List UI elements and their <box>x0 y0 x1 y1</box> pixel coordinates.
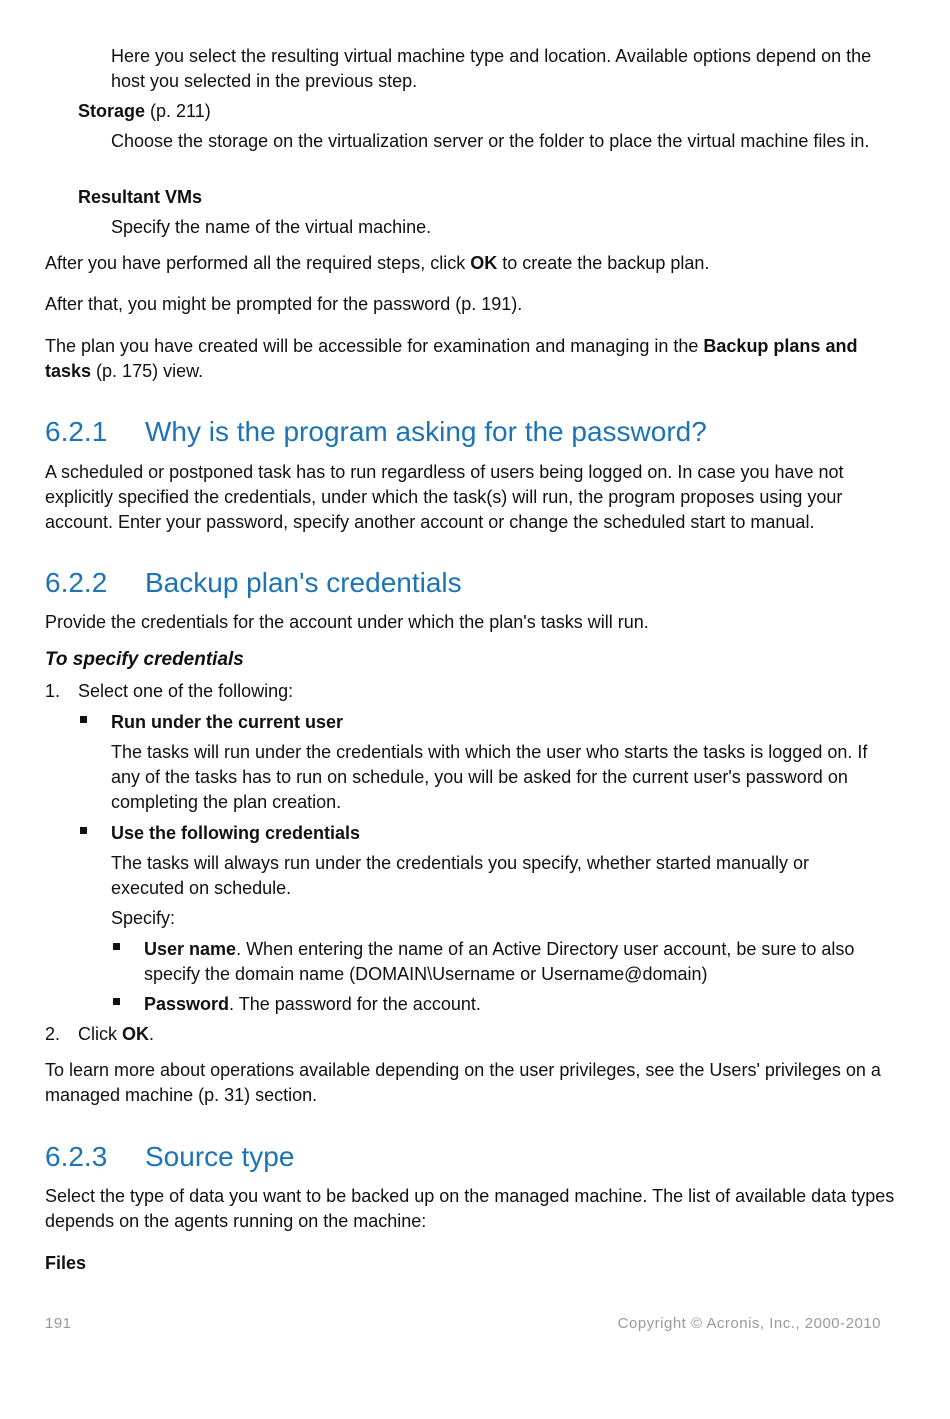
username-description: . When entering the name of an Active Directory user account, be sure to also specify the domain name (DOMAIN\Username or Username@domain) <box>144 939 855 984</box>
step-number: 1. <box>45 681 61 701</box>
bullet-square-icon <box>113 998 120 1005</box>
storage-page-ref[interactable]: (p. 211) <box>145 101 211 121</box>
section-number: 6.2.3 <box>45 1141 108 1172</box>
procedure-title: To specify credentials <box>45 649 244 670</box>
resultant-vms-label: Resultant VMs <box>78 187 203 207</box>
step-2-click: Click <box>78 1024 122 1044</box>
copyright-notice: Copyright © Acronis, Inc., 2000-2010 <box>617 1315 881 1332</box>
page-number: 191 <box>45 1315 72 1332</box>
section-6-2-2-body: Provide the credentials for the account under which the plan's tasks will run. <box>45 612 649 632</box>
ok-term: OK <box>122 1024 149 1044</box>
after-steps-text-end: to create the backup plan. <box>497 253 710 273</box>
storage-term <box>78 99 878 124</box>
password-description: . The password for the account. <box>229 994 481 1014</box>
step-1-text: Select one of the following: <box>78 681 294 701</box>
intro-paragraph: Here you select the resulting virtual machine type and location. Available options depend on the host you selected in the previous step. <box>111 46 872 91</box>
section-heading-6-2-3 <box>45 1140 905 1174</box>
section-title: Why is the program asking for the password? <box>145 416 707 447</box>
step-number: 2. <box>45 1024 61 1044</box>
option-following-credentials-title: Use the following credentials <box>111 823 361 843</box>
section-heading-6-2-2 <box>45 566 905 600</box>
learn-more-paragraph: To learn more about operations available depending on the user privileges, see the Users' privileges on a managed machine (p. 31) section. <box>45 1060 881 1105</box>
section-title: Backup plan's credentials <box>145 567 462 598</box>
storage-label: Storage <box>78 101 146 121</box>
plan-text-end: (p. 175) view. <box>91 361 204 381</box>
plan-paragraph <box>45 334 905 384</box>
step-2-period: . <box>149 1024 155 1044</box>
bullet-square-icon <box>80 716 87 723</box>
after-steps-text: After you have performed all the required steps, click <box>45 253 471 273</box>
bullet-square-icon <box>80 827 87 834</box>
backup-plans-term: Backup plans and tasks <box>45 336 858 381</box>
section-number: 6.2.2 <box>45 567 108 598</box>
option-following-credentials-description: The tasks will always run under the credentials you specify, whether started manually or executed on schedule. <box>111 853 809 898</box>
section-6-2-3-body: Select the type of data you want to be backed up on the managed machine. The list of available data types depends on the agents running on the machine: <box>45 1186 895 1231</box>
username-item <box>144 937 904 987</box>
option-current-user-title: Run under the current user <box>111 712 344 732</box>
files-term: Files <box>45 1253 87 1273</box>
specify-label: Specify: <box>111 908 176 928</box>
password-prompt-paragraph: After that, you might be prompted for the password (p. 191). <box>45 294 523 314</box>
section-heading-6-2-1 <box>45 415 905 449</box>
password-item <box>144 992 904 1017</box>
section-6-2-1-body: A scheduled or postponed task has to run regardless of users being logged on. In case you have not explicitly specified the credentials, under which the task(s) will run, the program proposes using your account. Enter your password, specify another account or change the scheduled start to manual. <box>45 462 844 532</box>
username-label: User name <box>144 939 237 959</box>
resultant-vms-term <box>78 185 878 210</box>
plan-text: The plan you have created will be accessible for examination and managing in the <box>45 336 704 356</box>
storage-description: Choose the storage on the virtualization server or the folder to place the virtual machine files in. <box>111 131 870 151</box>
password-label: Password <box>144 994 230 1014</box>
resultant-vms-description: Specify the name of the virtual machine. <box>111 217 432 237</box>
step-2-text <box>78 1022 878 1047</box>
section-title: Source type <box>145 1141 295 1172</box>
ok-term: OK <box>470 253 498 273</box>
bullet-square-icon <box>113 943 120 950</box>
section-number: 6.2.1 <box>45 416 108 447</box>
after-steps-paragraph <box>45 251 905 276</box>
option-current-user-description: The tasks will run under the credentials with which the user who starts the tasks is logged on. If any of the tasks has to run on schedule, you will be asked for the current user's password on completing the plan creation. <box>111 742 868 812</box>
